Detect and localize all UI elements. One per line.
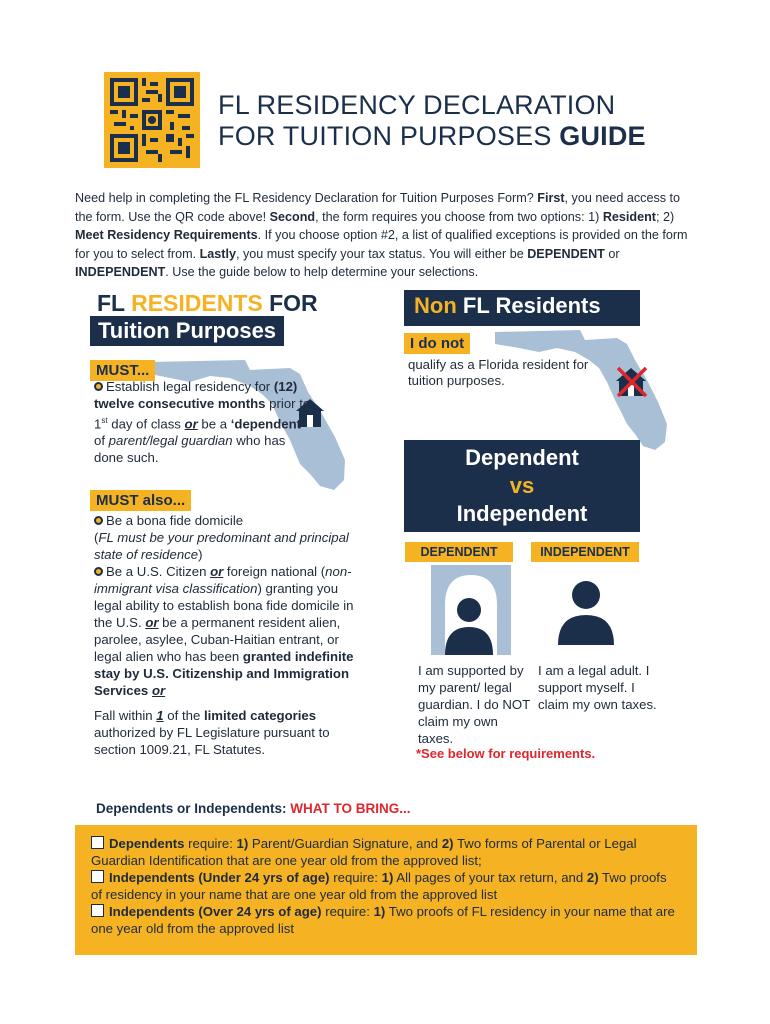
intro-independent: INDEPENDENT — [75, 265, 166, 279]
independent-person-icon — [556, 565, 636, 655]
bring-text: require: — [329, 870, 382, 885]
bring-number: 1) — [381, 870, 394, 885]
residents-title — [97, 290, 318, 317]
bring-age: (Over 24 yrs of age) — [194, 904, 322, 919]
independent-tag: INDEPENDENT — [531, 542, 639, 562]
qr-code-icon — [110, 78, 194, 162]
must-dependent: ‘dependent’ — [230, 416, 305, 432]
bring-number: 2) — [441, 836, 454, 851]
what-to-bring-box — [75, 825, 697, 955]
bring-item-label: Independents — [109, 870, 195, 885]
must-also-requirements — [94, 512, 364, 758]
dvi-independent: Independent — [456, 501, 588, 526]
checkbox-independents-over-24[interactable] — [91, 904, 104, 917]
independent-description: I am a legal adult. I support myself. I claim my own taxes. — [538, 663, 657, 712]
qualify-text: qualify as a Florida resident for tuition purposes. — [408, 357, 589, 388]
what-to-bring-heading — [96, 801, 411, 816]
intro-paragraph — [75, 189, 700, 282]
residents-subtitle: Tuition Purposes — [90, 316, 284, 346]
must-text: of — [94, 433, 109, 449]
do-not-tag: I do not — [404, 333, 470, 354]
dependent-vs-independent-banner — [404, 440, 640, 532]
must-requirements — [94, 378, 314, 466]
intro-resident: Resident — [602, 209, 656, 224]
checkbox-independents-under-24[interactable] — [91, 870, 104, 883]
must-text: Establish legal residency for — [106, 379, 274, 394]
must-also-italic: FL must be your predominant and principal state of residence — [94, 530, 349, 562]
must-also-text: ) — [198, 547, 203, 562]
intro-second: Second — [269, 209, 316, 224]
intro-text: Need help in completing the FL Residency Declaration for Tuition Purposes Form? — [75, 191, 538, 205]
must-text: day of class — [107, 416, 185, 432]
bring-number: 1) — [373, 904, 386, 919]
non-title-gold: Non — [414, 293, 457, 318]
must-tag: MUST... — [90, 360, 155, 381]
bring-number: 1) — [236, 836, 249, 851]
bring-item-label: Dependents — [109, 836, 185, 851]
intro-meet-requirements: Meet Residency Requirements — [75, 228, 258, 242]
must-also-italic: non-immigrant visa classification — [94, 564, 352, 596]
residents-title-prefix: FL — [97, 290, 132, 316]
must-also-limited-categories: limited categories — [203, 708, 317, 723]
bring-text: All pages of your tax return, and — [393, 870, 587, 885]
title-guide-word: GUIDE — [559, 121, 646, 151]
must-also-or: or — [151, 683, 166, 698]
intro-text: . Use the guide below to help determine your selections. — [165, 265, 479, 279]
qr-code[interactable] — [104, 72, 200, 168]
dependent-person-icon — [431, 565, 511, 655]
must-also-text: be a permanent resident alien, parolee, asylee, Cuban-Haitian entrant, or legal alien who has been — [94, 615, 341, 664]
page-title — [218, 90, 646, 152]
dvi-dependent: Dependent — [465, 445, 579, 470]
bring-item-dependents — [91, 835, 681, 869]
must-or: or — [184, 416, 198, 432]
must-also-text: ) granting you legal ability to establish bona fide domicile in the U.S. — [94, 581, 354, 630]
bring-number: 2) — [586, 870, 599, 885]
intro-text: , you must specify your tax status. You will either be — [236, 246, 528, 261]
must-twelve-months: (12) twelve consecutive months — [94, 379, 298, 411]
no-house-icon — [612, 362, 650, 400]
bullet-icon — [94, 382, 103, 391]
bring-age: (Under 24 yrs of age) — [194, 870, 330, 885]
intro-first: First — [537, 191, 565, 205]
must-also-text: foreign national ( — [223, 564, 326, 579]
bring-item-independents-under-24 — [91, 869, 681, 903]
residents-title-gold: RESIDENTS — [131, 290, 263, 316]
intro-text: , you need access to the form. Use the QR code above! — [75, 191, 681, 224]
must-text: who has done such. — [94, 433, 286, 466]
must-parent-guardian: parent/legal guardian — [108, 433, 233, 449]
intro-text: ; 2) — [656, 209, 675, 224]
must-also-text: Fall within — [94, 708, 157, 723]
bring-text: Parent/Guardian Signature, and — [248, 836, 442, 851]
intro-text: or — [604, 246, 620, 261]
must-also-text: ( — [94, 530, 99, 545]
checkbox-dependents[interactable] — [91, 836, 104, 849]
must-superscript: st — [101, 416, 108, 425]
bring-text: Two forms of Parental or Legal Guardian Identification that are one year old from the approved list; — [91, 836, 637, 868]
bring-text: Two proofs of FL residency in your name that are one year old from the approved list — [91, 904, 675, 936]
bring-heading-red: WHAT TO BRING... — [290, 801, 411, 816]
non-title-rest: FL Residents — [456, 293, 601, 318]
intro-text: , the form requires you choose from two options: 1) — [315, 209, 603, 224]
dependent-tag: DEPENDENT — [405, 542, 513, 562]
see-below-note: *See below for requirements. — [416, 746, 596, 761]
bring-text: Two proofs of residency in your name that are one year old from the approved list — [91, 870, 667, 902]
must-also-or: or — [145, 615, 159, 630]
must-text: be a — [197, 416, 231, 432]
residents-title-suffix: FOR — [262, 290, 318, 316]
must-also-granted-stay: granted indefinite stay by U.S. Citizenship and Immigration Services — [94, 649, 354, 698]
bring-item-independents-over-24 — [91, 903, 681, 937]
must-also-text: of the — [163, 708, 204, 723]
bring-text: require: — [184, 836, 237, 851]
must-text: prior to 1 — [94, 396, 311, 432]
must-also-item-citizen — [94, 563, 364, 699]
must-also-item-domicile — [94, 512, 364, 563]
must-also-text: Be a U.S. Citizen — [106, 564, 211, 579]
intro-lastly: Lastly — [199, 246, 236, 261]
title-line-2-text: FOR TUITION PURPOSES — [218, 121, 560, 151]
non-residents-title — [404, 290, 640, 326]
title-line-2 — [218, 121, 646, 152]
must-also-one: 1 — [156, 708, 164, 723]
must-also-tag: MUST also... — [90, 490, 191, 511]
intro-text: . If you choose option #2, a list of qualified exceptions is provided on the form for you to select from. — [75, 228, 688, 261]
dependent-description: I am supported by my parent/ legal guardian. I do NOT claim my own taxes. — [418, 663, 530, 746]
bring-item-label: Independents — [109, 904, 195, 919]
must-also-item-categories — [94, 707, 364, 758]
must-also-text: Be a bona fide domicile — [106, 513, 244, 528]
intro-dependent: DEPENDENT — [527, 246, 605, 261]
bring-heading-text: Dependents or Independents: — [96, 801, 291, 816]
dvi-vs: vs — [509, 473, 535, 498]
must-also-or: or — [210, 564, 224, 579]
bullet-icon — [94, 516, 103, 525]
must-also-text: authorized by FL Legislature pursuant to section 1009.21, FL Statutes. — [94, 725, 330, 757]
title-line-1: FL RESIDENCY DECLARATION — [218, 90, 616, 120]
bring-text: require: — [321, 904, 374, 919]
bullet-icon — [94, 567, 103, 576]
